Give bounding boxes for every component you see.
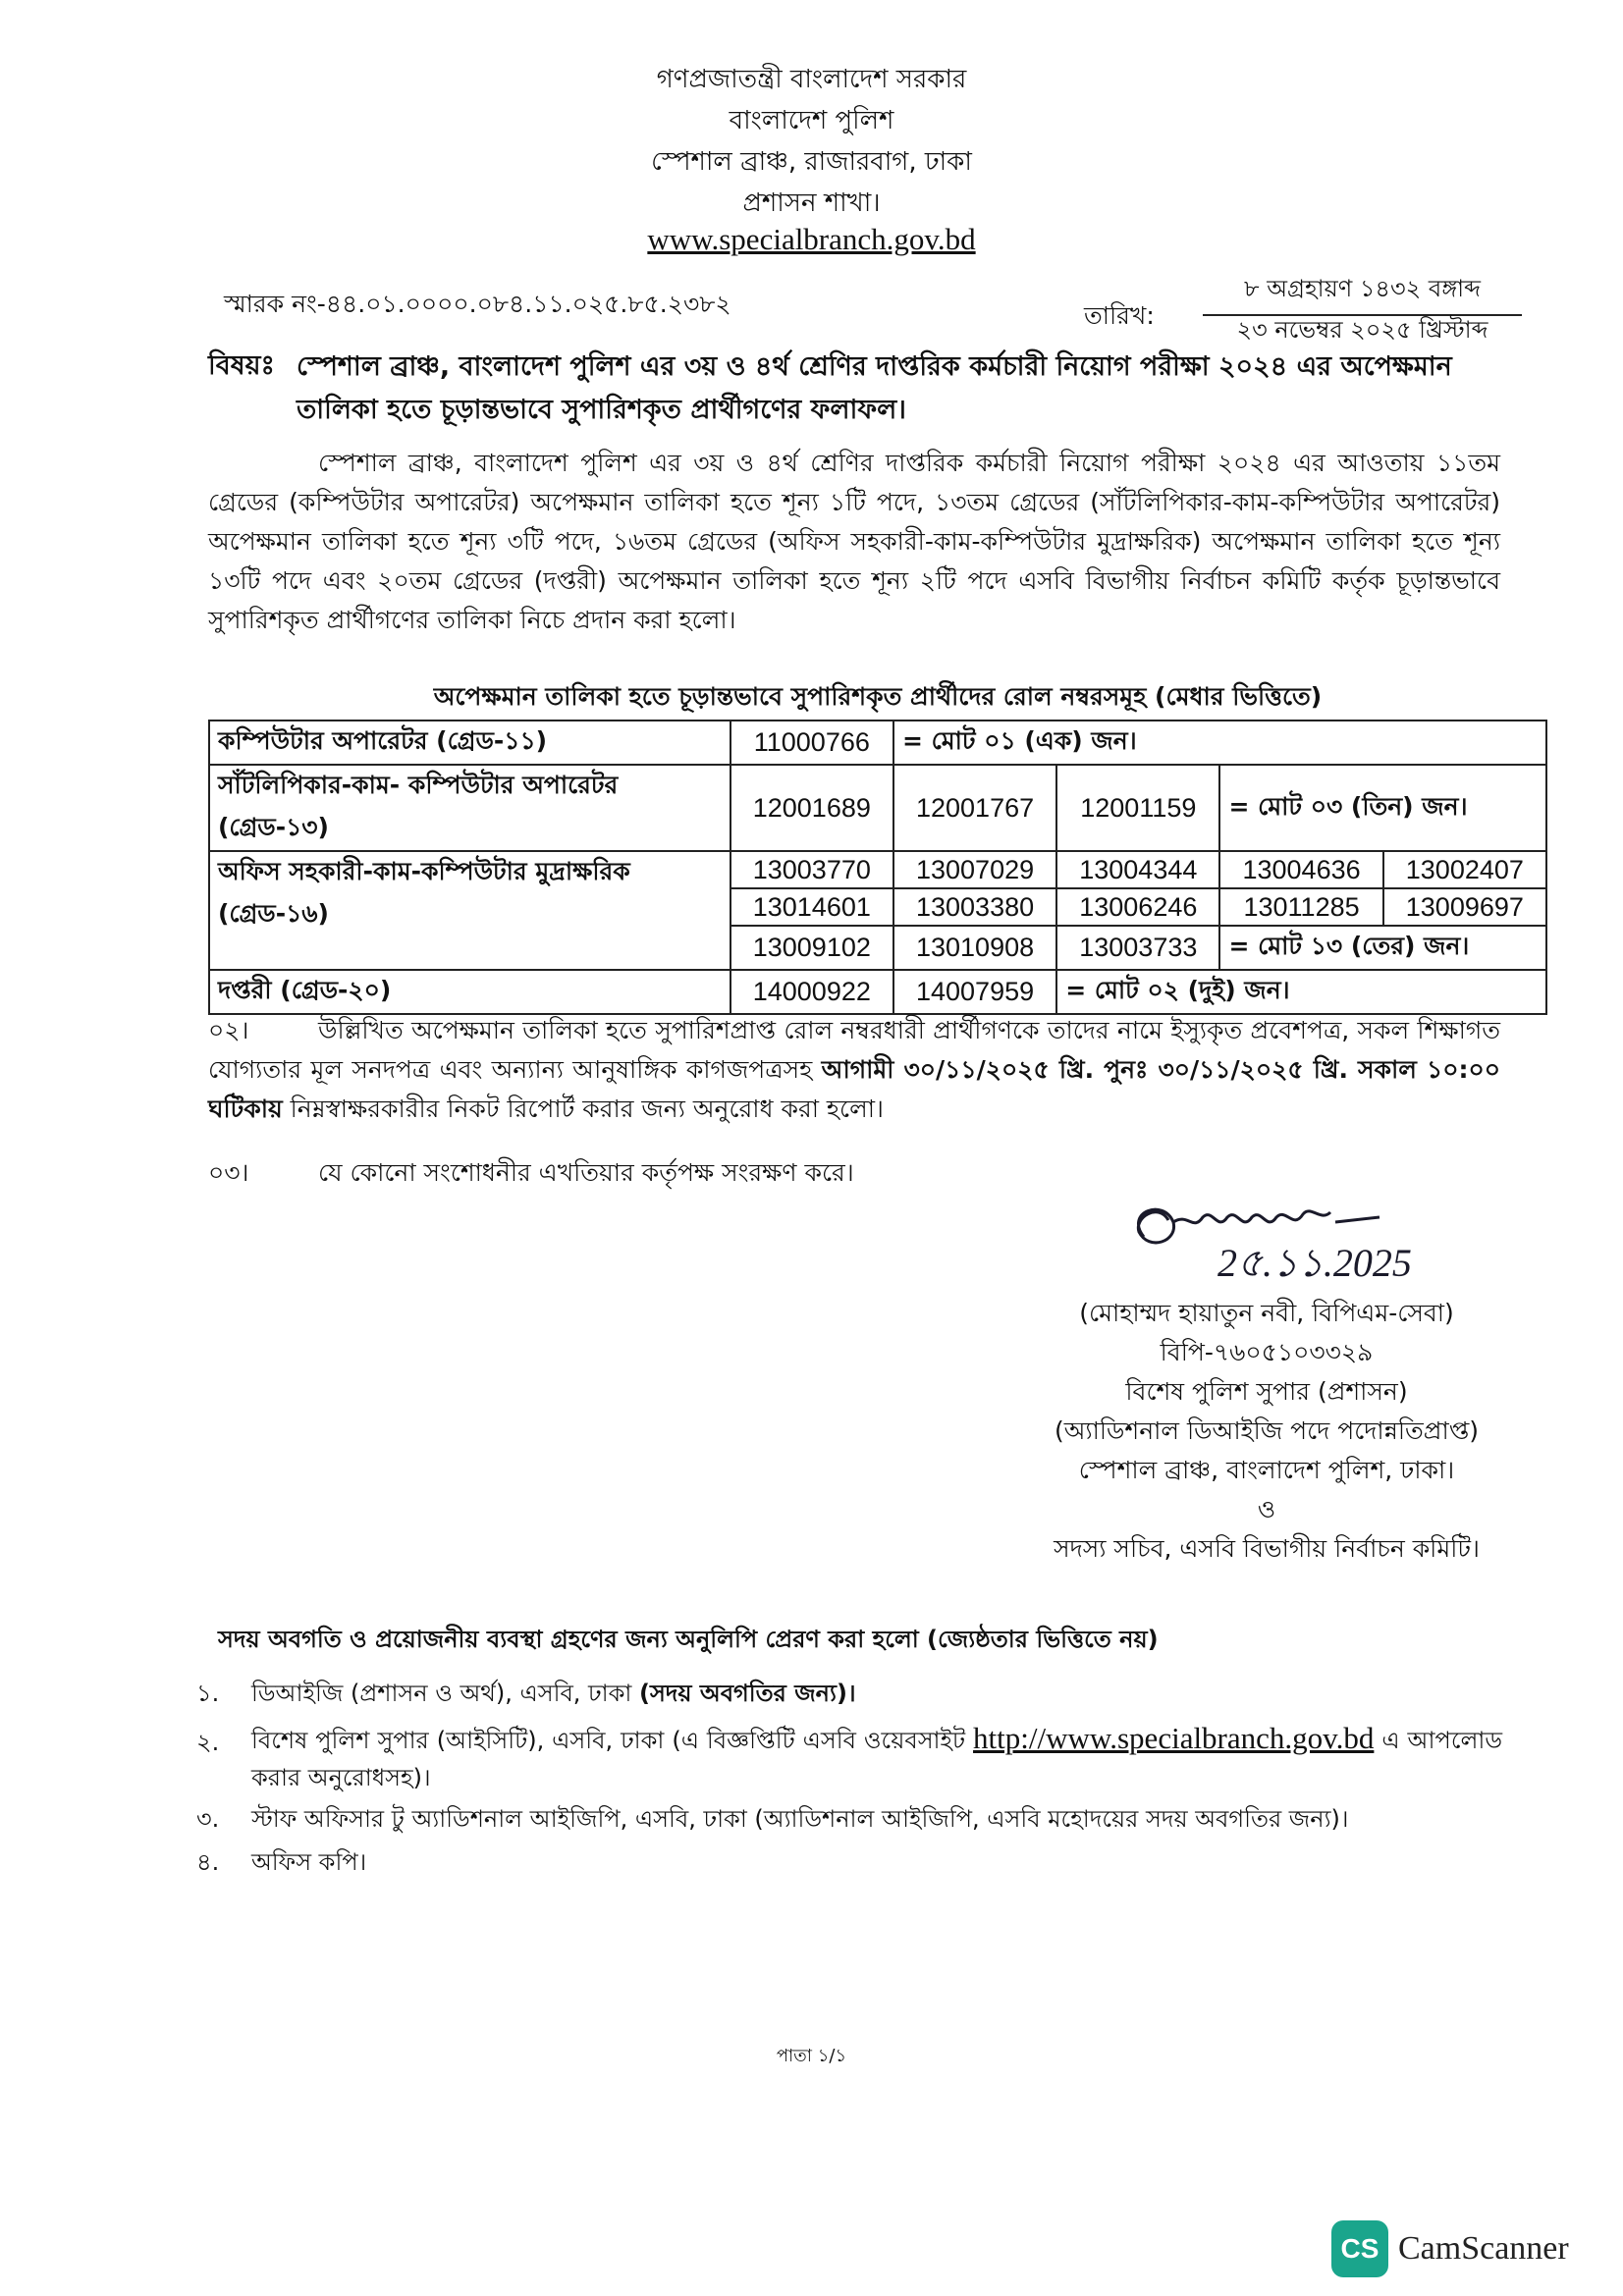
roll-number-table [208,720,1547,1015]
post4-total: = মোট ০২ (দুই) জন। [1056,970,1546,1014]
table-row [209,851,1546,888]
table-row [209,721,1546,765]
signatory-bp: বিপি-৭৬০৫১০৩৩২৯ [1160,1338,1374,1366]
date-english: ২৩ নভেম্বর ২০২৫ খ্রিস্টাব্দ [1236,316,1488,344]
copies-heading: সদয় অবগতি ও প্রয়োজনীয় ব্যবস্থা গ্রহণের জন্য অনুলিপি প্রেরণ করা হলো (জ্যেষ্ঠতার ভিত্তিতে নয়) [218,1626,1159,1653]
roll-number: 12001159 [1056,765,1219,851]
section-name: প্রশাসন শাখা। [742,188,881,218]
page-number: পাতা ১/১ [776,2046,847,2066]
roll-number: 14000922 [730,970,893,1014]
copy-number: ৪. [196,1848,220,1876]
copy-text: অফিস কপি। [251,1848,367,1876]
post-office-assistant: অফিস সহকারী-কাম-কম্পিউটার মুদ্রাক্ষরিক (গ্রেড-১৬) [209,851,730,970]
dept-name: বাংলাদেশ পুলিশ [729,106,894,135]
roll-number: 13009102 [730,926,893,970]
roll-number: 14007959 [893,970,1056,1014]
roll-number: 13014601 [730,888,893,926]
post1-total: = মোট ০১ (এক) জন। [893,721,1546,765]
copy-text: ডিআইজি (প্রশাসন ও অর্থ), এসবি, ঢাকা [251,1680,639,1707]
post3-total: = মোট ১৩ (তের) জন। [1219,926,1546,970]
roll-number: 12001767 [893,765,1056,851]
signatory-role: সদস্য সচিব, এসবি বিভাগীয় নির্বাচন কমিটি। [1054,1534,1480,1563]
camscanner-brand: CamScanner [1398,2230,1569,2267]
roll-number: 13003770 [730,851,893,888]
roll-number: 13004344 [1056,851,1219,888]
roll-number: 13010908 [893,926,1056,970]
item2-number: ০২। [208,1016,249,1044]
copy-text-bold: (সদয় অবগতির জন্য)। [638,1680,856,1707]
item2-text-b: নিম্নস্বাক্ষরকারীর নিকট রিপোর্ট করার জন্য অনুরোধ করা হলো। [282,1095,884,1123]
signatory-and: ও [1257,1495,1276,1523]
copy-text: স্টাফ অফিসার টু অ্যাডিশনাল আইজিপি, এসবি, ঢাকা (অ্যাডিশনাল আইজিপি, এসবি মহোদয়ের সদয় অবগতির জন্য)। [251,1805,1349,1833]
date-label: তারিখ: [1084,301,1155,330]
post-stenographer: সাঁটলিপিকার-কাম- কম্পিউটার অপারেটর (গ্রেড-১৩) [209,765,730,851]
post2-total: = মোট ০৩ (তিন) জন। [1219,765,1546,851]
signatory-promotion: (অ্যাডিশনাল ডিআইজি পদে পদোন্নতিপ্রাপ্ত) [1054,1416,1480,1445]
item2-report-datetime: আগামী ৩০/১১/২০২৫ খ্রি. পুনঃ ৩০/১১/২০২৫ খ্রি. সকাল ১০:০০ ঘটিকায় [208,1055,1500,1123]
govt-name: গণপ্রজাতন্ত্রী বাংলাদেশ সরকার [656,65,967,94]
post-computer-operator: কম্পিউটার অপারেটর (গ্রেড-১১) [209,721,730,765]
item3-text: যে কোনো সংশোধনীর এখতিয়ার কর্তৃপক্ষ সংরক্ষণ করে। [318,1158,854,1187]
item3-number: ০৩। [208,1158,249,1187]
copy-text-b: এ আপলোড করার অনুরোধসহ)। [251,1727,1502,1791]
table-row [209,765,1546,851]
copy-website-link[interactable]: http://www.specialbranch.gov.bd [973,1721,1375,1755]
subject-text: স্পেশাল ব্রাঞ্চ, বাংলাদেশ পুলিশ এর ৩য় ও ৪র্থ শ্রেণির দাপ্তরিক কর্মচারী নিয়োগ পরীক্ষা ২০২৪ এর অপেক্ষমান তালিকা হতে চূড়ান্তভাবে সুপারিশকৃত প্রার্থীগণের ফলাফল। [297,351,1452,425]
copy-text-a: বিশেষ পুলিশ সুপার (আইসিটি), এসবি, ঢাকা (এ বিজ্ঞপ্তিটি এসবি ওয়েবসাইট [251,1727,974,1754]
copy-item-4 [196,1845,1502,1879]
signatory-name: (মোহাম্মদ হায়াতুন নবী, বিপিএম-সেবা) [1079,1299,1454,1327]
table-title: অপেক্ষমান তালিকা হতে চূড়ান্তভাবে সুপারিশকৃত প্রার্থীদের রোল নম্বরসমূহ (মেধার ভিত্তিতে) [433,682,1323,711]
copy-item-3 [196,1802,1502,1836]
signatory-designation: বিশেষ পুলিশ সুপার (প্রশাসন) [1125,1377,1408,1406]
roll-number: 13006246 [1056,888,1219,926]
roll-number: 13007029 [893,851,1056,888]
handwritten-date: 2৫.১১.2025 [1217,1241,1412,1285]
roll-number: 13003380 [893,888,1056,926]
roll-number: 13011285 [1219,888,1382,926]
date-bangla: ৮ অগ্রহায়ণ ১৪৩২ বঙ্গাব্দ [1203,271,1522,316]
roll-number: 13004636 [1219,851,1382,888]
roll-number: 13009697 [1383,888,1546,926]
copy-number: ১. [196,1680,220,1707]
copy-number: ২. [196,1729,220,1756]
copy-item-2 [196,1720,1502,1796]
roll-number: 13002407 [1383,851,1546,888]
branch-address: স্পেশাল ব্রাঞ্চ, রাজারবাগ, ঢাকা [651,147,972,177]
table-row [209,970,1546,1014]
memo-reference: স্মারক নং-৪৪.০১.০০০০.০৮৪.১১.০২৫.৮৫.২৩৮২ [224,290,731,318]
item2-text-a: উল্লিখিত অপেক্ষমান তালিকা হতে সুপারিশপ্রাপ্ত রোল নম্বরধারী প্রার্থীগণকে তাদের নামে ইস্যুকৃত প্রবেশপত্র, সকল শিক্ষাগত যোগ্যতার মূল সনদপত্র এবং অন্যান্য আনুষাঙ্গিক কাগজপত্রসহ [208,1016,1500,1084]
camscanner-logo-icon: CS [1331,2220,1388,2277]
roll-number: 11000766 [730,721,893,765]
copy-item-1 [196,1677,1502,1710]
website-link[interactable]: www.specialbranch.gov.bd [647,222,976,256]
item2-text [208,1011,1500,1129]
roll-number: 12001689 [730,765,893,851]
roll-number: 13003733 [1056,926,1219,970]
signatory-office: স্পেশাল ব্রাঞ্চ, বাংলাদেশ পুলিশ, ঢাকা। [1078,1456,1455,1484]
body-paragraph: স্পেশাল ব্রাঞ্চ, বাংলাদেশ পুলিশ এর ৩য় ও ৪র্থ শ্রেণির দাপ্তরিক কর্মচারী নিয়োগ পরীক্ষা ২০২৪ এর আওতায় ১১তম গ্রেডের (কম্পিউটার অপারেটর) অপেক্ষমান তালিকা হতে শূন্য ১টি পদে, ১৩তম গ্রেডের (সাঁটলিপিকার-কাম-কম্পিউটার অপারেটর) অপেক্ষমান তালিকা হতে শূন্য ৩টি পদে, ১৬তম গ্রেডের (অফিস সহকারী-কাম-কম্পিউটার মুদ্রাক্ষরিক) অপেক্ষমান তালিকা হতে শূন্য ১৩টি পদে এবং ২০তম গ্রেডের (দপ্তরী) অপেক্ষমান তালিকা হতে শূন্য ২টি পদে এসবি বিভাগীয় নির্বাচন কমিটি কর্তৃক চূড়ান্তভাবে সুপারিশকৃত প্রার্থীগণের তালিকা নিচে প্রদান করা হলো। [208,449,1500,634]
post-dafteri: দপ্তরী (গ্রেড-২০) [209,970,730,1014]
subject-label: বিষয়ঃ [208,350,275,381]
copy-number: ৩. [196,1805,220,1833]
